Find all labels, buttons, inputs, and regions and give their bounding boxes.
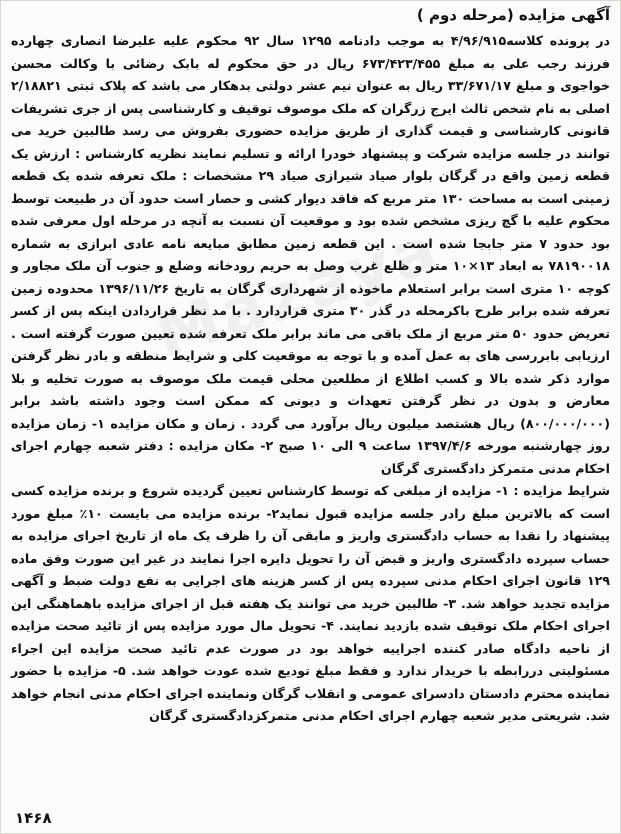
notice-body: در پرونده کلاسه۴/۹۶/۹۱۵ به موجب دادنامه ۱۲۹۵ سال ۹۲ محکوم علیه علیرضا انصاری چهارده فرزند رجب علی به مبلغ ۶۷۳/۴۲۳/۴۵۵ ریال در حق محکوم له بابک رضائی با وکالت محسن خواجوی و مبلغ ۳۳/۶۷۱/۱۷ ریال به عنوان نیم عشر دولتی بدهکار می باشد که پلاک ثبتی ۲/۱۸۸۲۱ اصلی به نام شخص ثالث ایرج زرگران که ملک موصوف توقیف و کارشناسی پس از جری تشریفات قانونی کارشناسی و قیمت گذاری از طریق مزایده حضوری بفروش می رسد طالبین خرید می توانند در جلسه مزایده شرکت و پیشنهاد خودرا ارائه و تسلیم نمایند نظریه کارشناس : ارزش یک قطعه زمین واقع در گرگان بلوار صیاد شیرازی صیاد ۲۹ مشخصات : ملک تعرفه شده یک قطعه زمینی است به مساحت ۱۳۰ متر مربع که فاقد دیوار کشی و حصار است حدود آن در طبیعت توسط محکوم علیه با گچ ریزی مشخص شده بود و موقعیت آن نسبت به آنچه در مرحله اول معرفی شده بود حدود ۷ متر جابجا شده است . این قطعه زمین مطابق مبایعه نامه عادی ابرازی به شماره ۷۸۱۹۰۰۱۸ به ابعاد ۱۳×۱۰ متر و ظلع غرب وصل به حریم رودخانه وضلع و جنوب آن ملک مجاور و کوچه ۱۰ متری است برابر استعلام ماخوذه از شهرداری گرگان به تاریخ ۱۳۹۶/۱۱/۲۶ محدوده زمین تعرفه شده برابر طرح باکرمحله در گذر ۳۰ متری قراردارد . با مد نظر قراردادن اینکه پس از کسر تعریض حدود ۵۰ متر مربع از ملک باقی می ماند برابر ملک تعرفه شده تعیین صورت گرفته است . ارزیابی بابررسی های به عمل آمده و با توجه به موقعیت کلی و شرایط منطقه و بادر نظر گرفتن موارد ذکر شده بالا و کسب اطلاع از مطلعین محلی قیمت ملک موصوف به صورت تخلیه و بلا معارض و بدون در نظر گرفتن تعهدات و دیونی که ممکن است وجود داشته باشد برابر (۸۰۰/۰۰۰/۰۰۰) ریال هشتصد میلیون ریال برآورد می گردد . زمان و مکان مزایده ۱- زمان مزایده روز چهارشنبه مورخه ۱۳۹۷/۴/۶ ساعت ۹ الی ۱۰ صبح ۲- مکان مزایده : دفتر شعبه چهارم اجرای احکام مدنی متمرکز دادگستری گرگان bbox=[11, 33, 611, 476]
notice-code: ۱۴۶۸ bbox=[15, 809, 52, 827]
notice-conditions: شرایط مزایده : ۱- مزایده از مبلغی که توسط کارشناس تعیین گردیده شروع و برنده مزایده کسی است که بالاترین مبلغ رادر جلسه مزایده قبول نماید۲- برنده مزایده می بایست ۱۰٪ مبلغ مورد پیشنهاد را نقدا به حساب دادگستری واریز و مابقی آن را ظرف یک ماه از تاریخ اجرای مزایده به حساب سپرده دادگستری واریز و قبض آن را تحویل دایره اجرا نمایند در غیر این صورت وفق ماده ۱۲۹ قانون اجرای احکام مدنی سپرده پس از کسر هزینه های اجرایی به نفع دولت ضبط و آگهی مزایده تجدید خواهد شد. ۳- طالبین خرید می توانند یک هفته قبل از اجرای مزایده باهماهنگی این اجرای احکام ملک توقیف شده بازدید نمایند. ۴- تحویل مال مورد مزایده پس از تائید صحت مزایده از ناحیه دادگاه صادر کننده اجراییه خواهد بود در صورت عدم تائید صحت مزایده این اجراء مسئولیتی دررابطه با خریدار ندارد و فقط مبلغ تودیع شده عودت خواهد شد. ۵- مزایده با حضور نماینده محترم دادستان دادسرای عمومی و انقلاب گرگان ونماینده اجرای احکام مدنی انجام خواهد شد. شریعتی مدیر شعبه چهارم اجرای احکام مدنی متمرکزدادگستری گرگان bbox=[11, 483, 610, 723]
notice-title: آگهی مزایده (مرحله دوم ) bbox=[416, 6, 610, 24]
notice-document bbox=[1, 1, 620, 728]
